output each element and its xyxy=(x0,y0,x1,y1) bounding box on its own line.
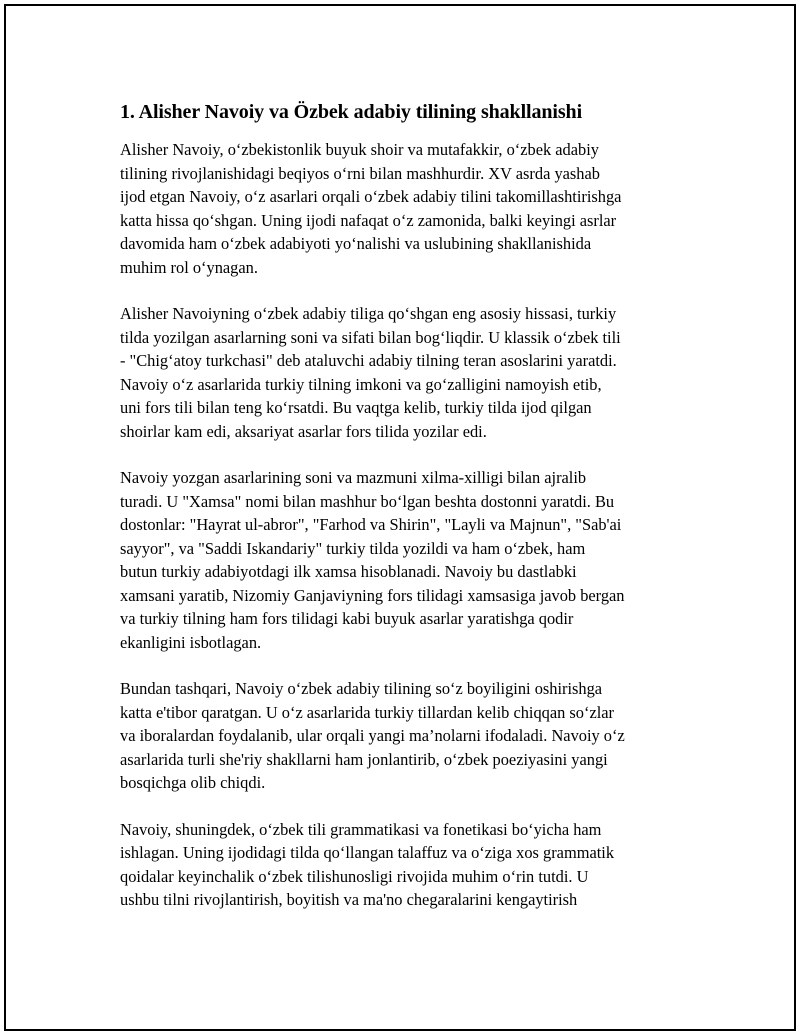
paragraph-4: Bundan tashqari, Navoiy o‘zbek adabiy tilining so‘z boyiligini oshirishga katta e'tibor qaratgan. U o‘z asarlarida turkiy tillardan kelib chiqqan so‘zlar va iboralardan foydalanib, ular orqali yangi ma’nolarni ifodaladi. Navoiy o‘z asarlarida turli she'riy shakllarni ham jonlantirib, o‘zbek poeziyasini yangi bosqichga olib chiqdi. xyxy=(120,679,625,792)
paragraph-2: Alisher Navoiyning o‘zbek adabiy tiliga qo‘shgan eng asosiy hissasi, turkiy tilda yozilgan asarlarning soni va sifati bilan bog‘liqdir. U klassik o‘zbek tili - "Chig‘atoy turkchasi" deb ataluvchi adabiy tilning teran asoslarini yaratdi. Navoiy o‘z asarlarida turkiy tilning imkoni va go‘zalligini namoyish etib, uni fors tili bilan teng ko‘rsatdi. Bu vaqtga kelib, turkiy tilda ijod qilgan shoirlar kam edi, aksariyat asarlar fors tilida yozilar edi. xyxy=(120,304,621,441)
document-body xyxy=(120,96,700,935)
page-frame xyxy=(4,4,796,1031)
paragraph-5: Navoiy, shuningdek, o‘zbek tili grammatikasi va fonetikasi bo‘yicha ham ishlagan. Uning ijodidagi tilda qo‘llangan talaffuz va o‘ziga xos grammatik qoidalar keyinchalik o‘zbek tilishunosligi rivojida muhim o‘rin tutdi. U ushbu tilni rivojlantirish, boyitish va ma'no chegaralarini kengaytirish xyxy=(120,819,615,909)
paragraph-1: Alisher Navoiy, o‘zbekistonlik buyuk shoir va mutafakkir, o‘zbek adabiy tilining rivojlanishidagi beqiyos o‘rni bilan mashhurdir. XV asrda yashab ijod etgan Navoiy, o‘z asarlari orqali o‘zbek adabiy tilini takomillashtirishga katta hissa qo‘shgan. Uning ijodi nafaqat o‘z zamonida, balki keyingi asrlar davomida ham o‘zbek adabiyoti yo‘nalishi va uslubining shakllanishida muhim rol o‘ynagan. xyxy=(120,140,622,277)
paragraph-3: Navoiy yozgan asarlarining soni va mazmuni xilma-xilligi bilan ajralib turadi. U "Xamsa" nomi bilan mashhur bo‘lgan beshta dostonni yaratdi. Bu dostonlar: "Hayrat ul-abror", "Farhod va Shirin", "Layli va Majnun", "Sab'ai sayyor", va "Saddi Iskandariy" turkiy tilda yozildi va ham o‘zbek, ham butun turkiy adabiyotdagi ilk xamsa hisoblanadi. Navoiy bu dastlabki xamsani yaratib, Nizomiy Ganjaviyning fors tilidagi xamsasiga javob bergan va turkiy tilning ham fors tilidagi kabi buyuk asarlar yaratishga qodir ekanligini isbotlagan. xyxy=(120,468,625,652)
page-title: 1. Alisher Navoiy va Özbek adabiy tilining shakllanishi xyxy=(120,101,583,123)
